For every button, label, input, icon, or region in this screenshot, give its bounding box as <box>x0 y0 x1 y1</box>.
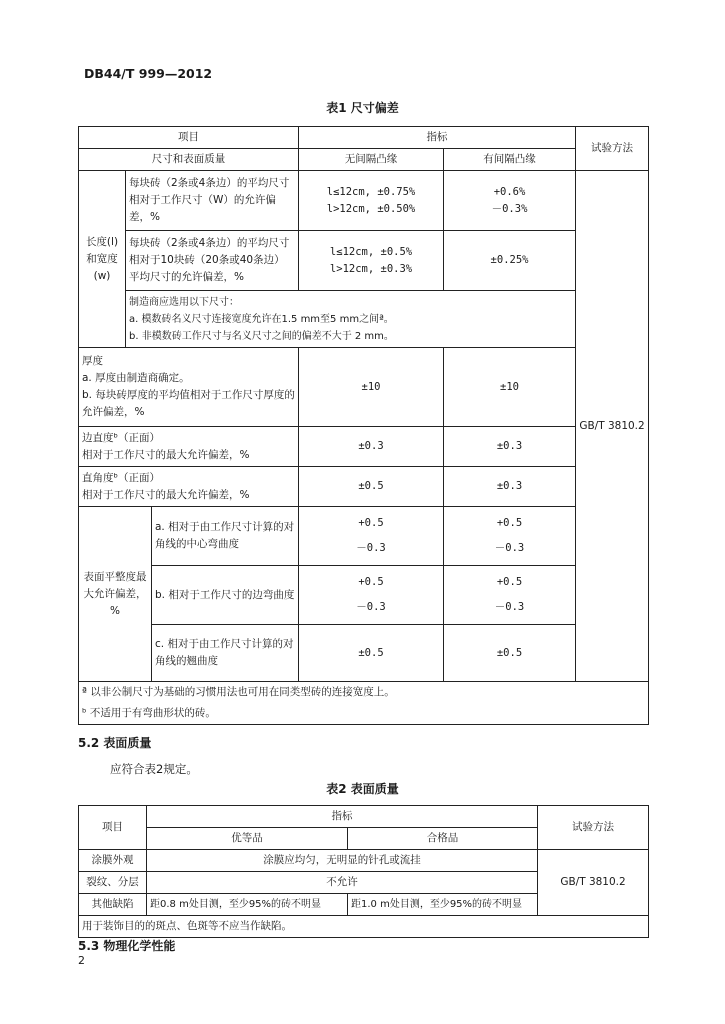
table1-note-b: ᵇ 不适用于有弯曲形状的砖。 <box>79 703 649 725</box>
length-width-group: 长度(l)和宽度(w) <box>79 171 126 348</box>
header-test-method: 试验方法 <box>576 127 649 171</box>
flatness-group: 表面平整度最大允许偏差，% <box>79 507 152 682</box>
r2-with-value: ±0.25% <box>444 231 576 291</box>
table-row <box>79 348 649 427</box>
header-item: 项目 <box>79 127 299 149</box>
thickness-with-value: ±10 <box>444 348 576 427</box>
section-5-2-title: 5.2 表面质量 <box>78 736 152 750</box>
table-row <box>79 127 649 149</box>
table2-surface-quality <box>78 805 649 938</box>
t2-header-test-method: 试验方法 <box>538 806 649 850</box>
t2-test-method: GB/T 3810.2 <box>538 850 649 916</box>
header-with-spacer: 有间隔凸缘 <box>444 149 576 171</box>
table-row <box>79 467 649 507</box>
r1-description: 每块砖（2条或4条边）的平均尺寸相对于工作尺寸（W）的允许偏差，% <box>126 171 299 231</box>
t2-header-indicator: 指标 <box>147 806 538 828</box>
r2-description: 每块砖（2条或4条边）的平均尺寸相对于10块砖（20条或40条边）平均尺寸的允许偏差，% <box>126 231 299 291</box>
flatness-a-description: a. 相对于由工作尺寸计算的对角线的中心弯曲度 <box>152 507 299 566</box>
thickness-without-value: ±10 <box>299 348 444 427</box>
right-angle-description: 直角度ᵇ（正面） 相对于工作尺寸的最大允许偏差，% <box>79 467 299 507</box>
table-row <box>79 171 649 231</box>
flatness-c-description: c. 相对于由工作尺寸计算的对角线的翘曲度 <box>152 625 299 682</box>
t2-row-item: 其他缺陷 <box>79 894 147 916</box>
t2-header-excellent: 优等品 <box>147 828 348 850</box>
t2-row-value: 不允许 <box>147 872 538 894</box>
flatness-a-without-value: +0.5 －0.3 <box>299 507 444 566</box>
edge-straightness-description: 边直度ᵇ（正面） 相对于工作尺寸的最大允许偏差，% <box>79 427 299 467</box>
edge-without-value: ±0.3 <box>299 427 444 467</box>
table-row <box>79 231 649 291</box>
table-row <box>79 291 649 348</box>
table1-dimension-deviation <box>78 126 649 725</box>
t2-row-item: 涂膜外观 <box>79 850 147 872</box>
table-row <box>79 916 649 938</box>
table2-note: 用于装饰目的的斑点、色斑等不应当作缺陷。 <box>79 916 649 938</box>
t2-row-excellent-value: 距0.8 m处目测，至少95%的砖不明显 <box>147 894 348 916</box>
right-angle-without-value: ±0.5 <box>299 467 444 507</box>
table-row <box>79 850 649 872</box>
table-row <box>79 566 649 625</box>
flatness-b-with-value: +0.5 －0.3 <box>444 566 576 625</box>
t2-header-qualified: 合格品 <box>348 828 538 850</box>
table1-note-a: ª 以非公制尺寸为基础的习惯用法也可用在同类型砖的连接宽度上。 <box>79 682 649 704</box>
flatness-b-without-value: +0.5 －0.3 <box>299 566 444 625</box>
section-5-3-title: 5.3 物理化学性能 <box>78 939 176 953</box>
flatness-a-with-value: +0.5 －0.3 <box>444 507 576 566</box>
r3-manufacturer-sizes: 制造商应选用以下尺寸： a. 模数砖名义尺寸连接宽度允许在1.5 mm至5 mm之间ª。 b. 非模数砖工作尺寸与名义尺寸之间的偏差不大于 2 mm。 <box>126 291 576 348</box>
flatness-b-description: b. 相对于工作尺寸的边弯曲度 <box>152 566 299 625</box>
table2-caption: 表2 表面质量 <box>326 782 399 796</box>
table-row <box>79 625 649 682</box>
table-row <box>79 149 649 171</box>
page-number: 2 <box>78 954 85 967</box>
t2-row-item: 裂纹、分层 <box>79 872 147 894</box>
header-sub-item: 尺寸和表面质量 <box>79 149 299 171</box>
r1-without-value: l≤12cm, ±0.75% l>12cm, ±0.50% <box>299 171 444 231</box>
thickness-description: 厚度 a. 厚度由制造商确定。 b. 每块砖厚度的平均值相对于工作尺寸厚度的允许偏差，% <box>79 348 299 427</box>
section-5-2-text: 应符合表2规定。 <box>110 762 198 776</box>
flatness-c-without-value: ±0.5 <box>299 625 444 682</box>
r1-with-value: +0.6% －0.3% <box>444 171 576 231</box>
header-without-spacer: 无间隔凸缘 <box>299 149 444 171</box>
edge-with-value: ±0.3 <box>444 427 576 467</box>
table1-test-method: GB/T 3810.2 <box>576 171 649 682</box>
t2-header-item: 项目 <box>79 806 147 850</box>
table-row <box>79 806 649 828</box>
r2-without-value: l≤12cm, ±0.5% l>12cm, ±0.3% <box>299 231 444 291</box>
document-id: DB44/T 999—2012 <box>84 66 213 81</box>
table-row <box>79 703 649 725</box>
right-angle-with-value: ±0.3 <box>444 467 576 507</box>
table-row <box>79 682 649 704</box>
table-row <box>79 507 649 566</box>
table1-caption: 表1 尺寸偏差 <box>326 101 399 115</box>
t2-row-qualified-value: 距1.0 m处目测，至少95%的砖不明显 <box>348 894 538 916</box>
t2-row-value: 涂膜应均匀，无明显的针孔或流挂 <box>147 850 538 872</box>
flatness-c-with-value: ±0.5 <box>444 625 576 682</box>
header-indicator: 指标 <box>299 127 576 149</box>
table-row <box>79 427 649 467</box>
